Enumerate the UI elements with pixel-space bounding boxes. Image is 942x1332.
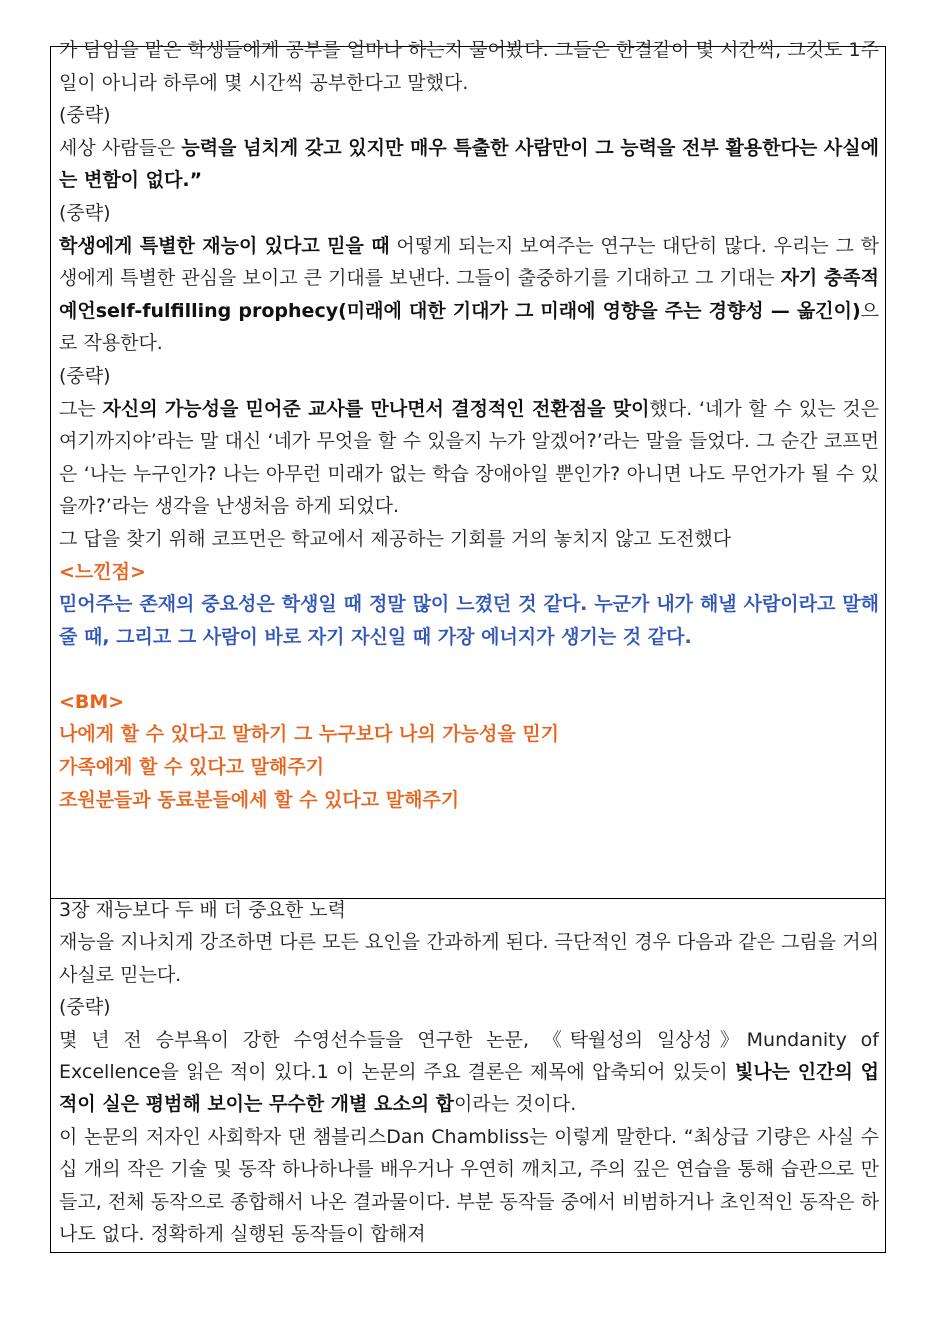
- bm-heading: <BM>: [59, 690, 125, 713]
- note-box-2: [50, 898, 886, 1253]
- paragraph: 재능을 지나치게 강조하면 다른 모든 요인을 간과하게 된다. 극단적인 경우 다음과 같은 그림을 거의 사실로 믿는다.: [59, 931, 879, 986]
- omission-mark: (중략): [59, 104, 111, 127]
- reflection-heading: <느낀점>: [59, 560, 146, 583]
- spacer: [59, 653, 879, 686]
- bm-item: 가족에게 할 수 있다고 말해주기: [59, 756, 325, 779]
- paragraph: 그는 자신의 가능성을 믿어준 교사를 만나면서 결정적인 전환점을 맞이했다. ‘네가 할 수 있는 것은 여기까지야’라는 말 대신 ‘네가 무엇을 할 수 있을지 누가 알겠어?’라는 말을 들었다. 그 순간 코프먼은 ‘나는 누구인가? 나는 아무런 미래가 없는 학습 장애아일 뿐인가? 아니면 나도 무언가가 될 수 있을까?’라는 생각을 난생처음 하게 되었다.: [59, 397, 879, 518]
- paragraph: 세상 사람들은 능력을 넘치게 갖고 있지만 매우 특출한 사람만이 그 능력을 전부 활용한다는 사실에는 변함이 없다.”: [59, 136, 879, 192]
- omission-mark: (중략): [59, 201, 111, 224]
- bm-item: 나에게 할 수 있다고 말하기 그 누구보다 나의 가능성을 믿기: [59, 723, 560, 746]
- note-box-1: [50, 39, 886, 899]
- note-box-1-content: [59, 34, 879, 816]
- paragraph: 가 담임을 맡은 학생들에게 공부를 얼마나 하는지 물어봤다. 그들은 한결같이 몇 시간씩, 그것도 1주일이 아니라 하루에 몇 시간씩 공부한다고 말했다.: [59, 39, 879, 94]
- paragraph: 이 논문의 저자인 사회학자 댄 챔블리스Dan Chambliss는 이렇게 말한다. “최상급 기량은 사실 수십 개의 작은 기술 및 동작 하나하나를 배우거나 우연히 깨치고, 주의 깊은 연습을 통해 습관으로 만들고, 전체 동작으로 종합해서 나온 결과물이다. 부분 동작들 중에서 비범하거나 초인적인 동작은 하나도 없다. 정확하게 실행된 동작들이 합해져: [59, 1125, 879, 1246]
- bm-item: 조원분들과 동료분들에세 할 수 있다고 말해주기: [59, 788, 460, 811]
- bold-quote: 능력을 넘치게 갖고 있지만 매우 특출한 사람만이 그 능력을 전부 활용한다는 사실에는 변함이 없다.”: [59, 136, 879, 192]
- reflection-body: 믿어주는 존재의 중요성은 학생일 때 정말 많이 느꼈던 것 같다. 누군가 내가 해낼 사람이라고 말해 줄 때, 그리고 그 사람이 바로 자기 자신일 때 가장 에너지가 생기는 것 같다.: [59, 593, 879, 648]
- omission-mark: (중략): [59, 364, 111, 387]
- omission-mark: (중략): [59, 996, 111, 1019]
- paragraph: 그 답을 찾기 위해 코프먼은 학교에서 제공하는 기회를 거의 놓치지 않고 도전했다: [59, 527, 732, 550]
- chapter-title: 3장 재능보다 두 배 더 중요한 노력: [59, 899, 346, 921]
- note-box-2-content: [59, 894, 879, 1250]
- paragraph: 학생에게 특별한 재능이 있다고 믿을 때 어떻게 되는지 보여주는 연구는 대단히 많다. 우리는 그 학생에게 특별한 관심을 보이고 큰 기대를 보낸다. 그들이 출중하기를 기대하고 그 기대는 자기 충족적 예언self-fulfilling prophecy(미래에 대한 기대가 그 미래에 영향을 주는 경향성 — 옮긴이)으로 작용한다.: [59, 234, 879, 355]
- paragraph: 몇 년 전 승부욕이 강한 수영선수들을 연구한 논문, 《탁월성의 일상성》Mundanity of Excellence을 읽은 적이 있다.1 이 논문의 주요 결론은 제목에 압축되어 있듯이 빛나는 인간의 업적이 실은 평범해 보이는 무수한 개별 요소의 합이라는 것이다.: [59, 1028, 879, 1116]
